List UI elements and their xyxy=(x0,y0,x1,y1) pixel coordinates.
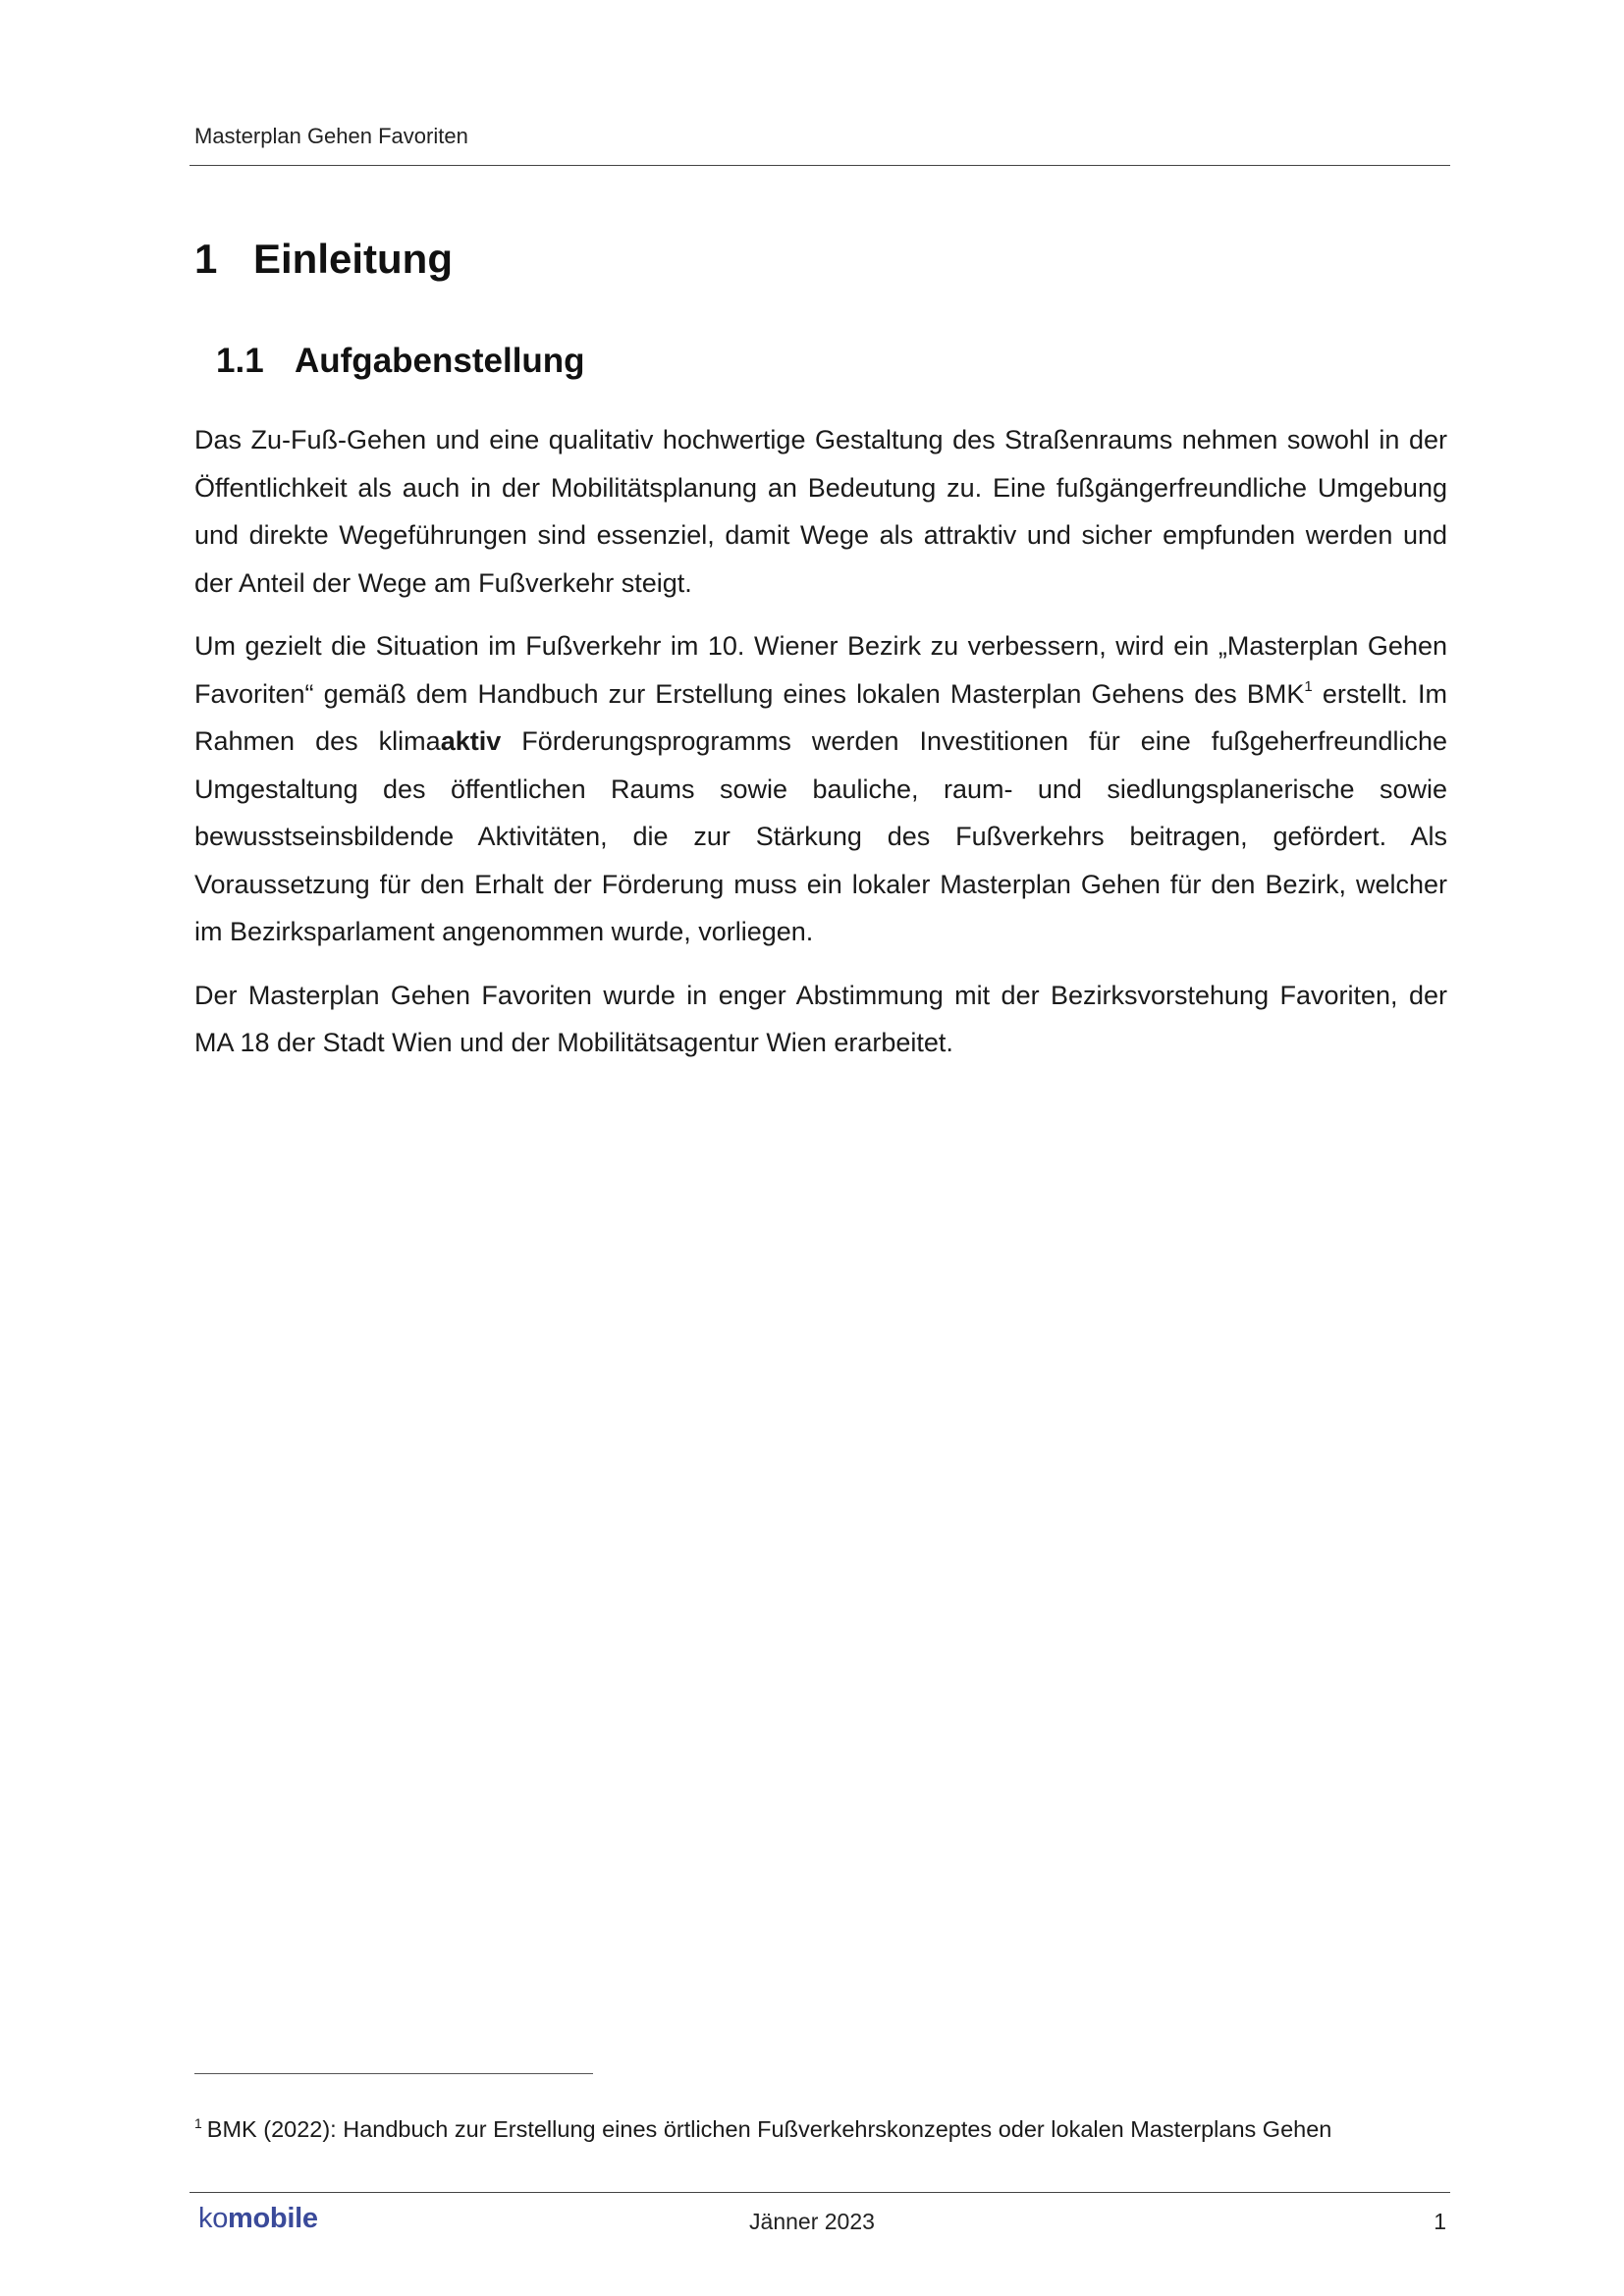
section-title: Aufgabenstellung xyxy=(295,342,585,380)
running-header-title: Masterplan Gehen Favoriten xyxy=(194,124,468,148)
paragraph-1: Das Zu-Fuß-Gehen und eine qualitativ hochwertige Gestaltung des Straßenraums nehmen sowohl in der Öffentlichkeit als auch in der Mobilitätsplanung an Bedeutung zu. Eine fußgängerfreundliche Umgebung und direkte Wegeführungen sind essenziel, damit Wege als attraktiv und sicher empfunden werden und der Anteil der Wege am Fußverkehr steigt. xyxy=(194,425,1447,598)
page-number: 1 xyxy=(1434,2209,1446,2234)
footnote-reference[interactable]: 1 xyxy=(1304,677,1313,695)
paragraph-2-part-2: erstellt. Im Rahmen des klima xyxy=(194,678,1447,756)
section-number: 1.1 xyxy=(216,342,264,380)
klimaaktiv-bold: aktiv xyxy=(440,726,502,756)
section-heading xyxy=(216,342,585,381)
chapter-title: Einleitung xyxy=(253,236,453,282)
header-divider xyxy=(189,165,1450,166)
body-text xyxy=(194,416,1447,1083)
footnote-divider xyxy=(194,2073,593,2074)
paragraph-3: Der Masterplan Gehen Favoriten wurde in enger Abstimmung mit der Bezirksvorstehung Favoriten, der MA 18 der Stadt Wien und der Mobilitätsagentur Wien erarbeitet. xyxy=(194,980,1447,1057)
footnote-text: BMK (2022): Handbuch zur Erstellung eines örtlichen Fußverkehrskonzeptes oder lokalen Masterplans Gehen xyxy=(206,2116,1332,2142)
footnote-marker: 1 xyxy=(194,2115,202,2131)
paragraph-2-part-3: Förderungsprogramms werden Investitionen für eine fußgeherfreundliche Umgestaltung des öffentlichen Raums sowie bauliche, raum- und siedlungsplanerische sowie bewusstseinsbildende Aktivitäten, die zur Stärkung des Fußverkehrs beitragen, gefördert. Als Voraussetzung für den Erhalt der Förderung muss ein lokaler Masterplan Gehen für den Bezirk, welcher im Bezirksparlament angenommen wurde, vorliegen. xyxy=(194,726,1447,946)
logo-part-ko: ko xyxy=(198,2203,229,2234)
logo-part-mobile: mobile xyxy=(228,2203,318,2234)
footer-date: Jänner 2023 xyxy=(749,2209,875,2234)
chapter-heading xyxy=(194,236,453,283)
paragraph-2 xyxy=(194,622,1447,956)
footnote xyxy=(194,2116,1331,2143)
footer-divider xyxy=(189,2192,1450,2193)
chapter-number: 1 xyxy=(194,236,218,282)
paragraph-2-part-1: Um gezielt die Situation im Fußverkehr im 10. Wiener Bezirk zu verbessern, wird ein „Masterplan Gehen Favoriten“ gemäß dem Handbuch zur Erstellung eines lokalen Masterplan Gehens des BMK xyxy=(194,631,1447,709)
